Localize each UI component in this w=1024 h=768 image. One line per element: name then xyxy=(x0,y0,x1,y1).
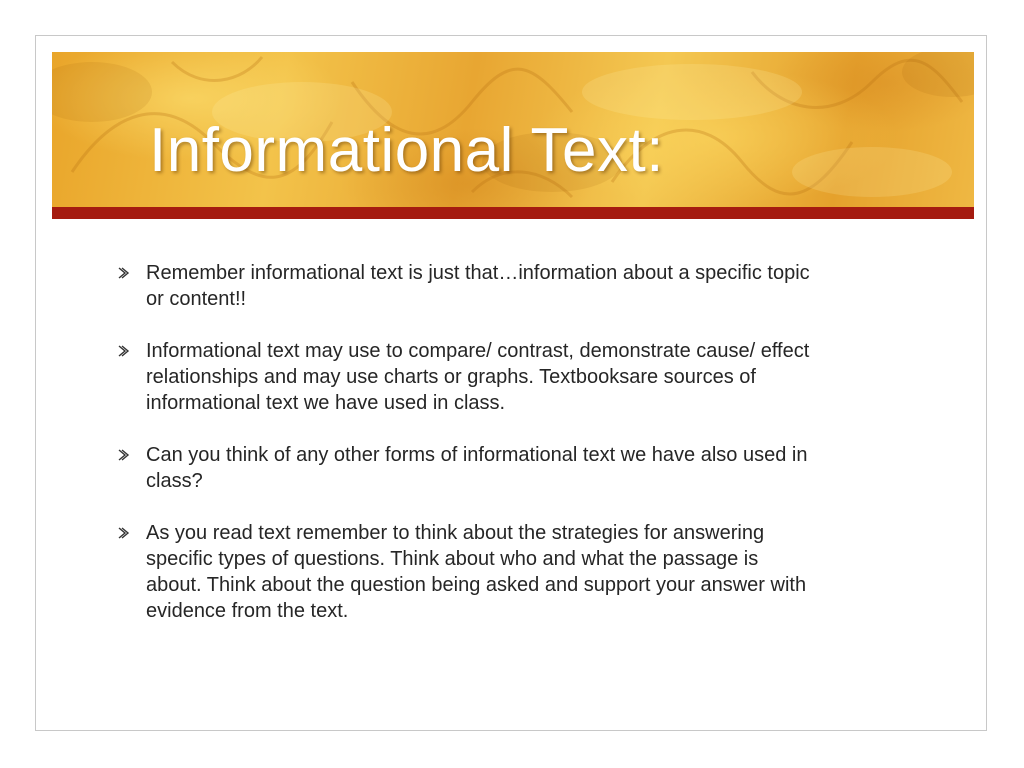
title-banner xyxy=(52,52,974,207)
arrow-bullet-icon xyxy=(116,260,130,286)
bullet-item xyxy=(116,338,816,416)
bullet-item xyxy=(116,520,816,624)
arrow-bullet-icon xyxy=(116,338,130,364)
arrow-bullet-icon xyxy=(116,442,130,468)
bullet-item xyxy=(116,260,816,312)
bullet-list xyxy=(116,260,816,650)
bullet-text: Can you think of any other forms of informational text we have also used in class? xyxy=(146,444,808,492)
bullet-text: Informational text may use to compare/ contrast, demonstrate cause/ effect relationships and may use charts or graphs. Textbooksare sources of informational text we have used in class. xyxy=(146,340,810,414)
title-divider xyxy=(52,207,974,219)
bullet-item xyxy=(116,442,816,494)
bullet-text: Remember informational text is just that…information about a specific topic or content!! xyxy=(146,262,810,310)
slide-title: Informational Text: xyxy=(149,116,664,185)
slide xyxy=(35,35,987,731)
bullet-text: As you read text remember to think about the strategies for answering specific types of questions. Think about who and what the passage is about. Think about the question being asked and support your answer with evidence from the text. xyxy=(146,522,807,622)
arrow-bullet-icon xyxy=(116,520,130,546)
